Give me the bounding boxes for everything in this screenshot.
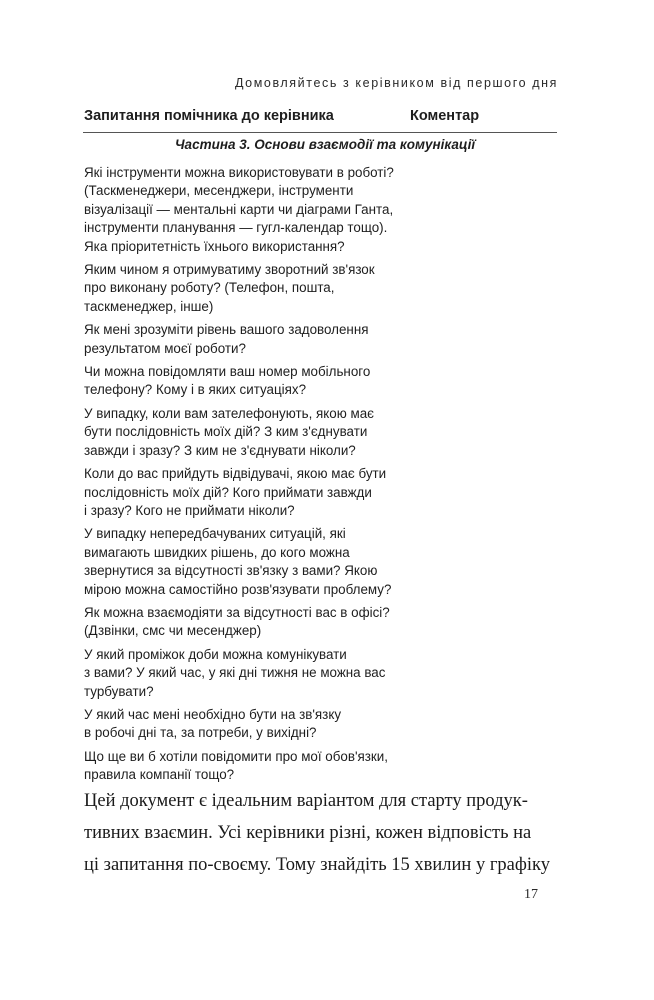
question-item [84,363,424,400]
body-paragraph [84,785,564,881]
question-line: результатом моєї роботи? [84,340,246,356]
question-line: У випадку непередбачуваних ситуацій, які [84,526,346,542]
question-item [84,646,424,701]
question-line: Коли до вас прийдуть відвідувачі, якою має бути [84,466,387,482]
question-line: правила компанії тощо? [84,767,235,783]
question-line: телефону? Кому і в яких ситуаціях? [84,382,307,398]
question-line: вимагають швидких рішень, до кого можна [84,544,350,560]
body-line: тивних взаємин. Усі керівники різні, кожен відповість на [84,823,532,843]
question-line: Як можна взаємодіяти за відсутності вас в офісі? [84,604,390,620]
question-line: таскменеджер, інше) [84,298,214,314]
question-item [84,405,424,460]
question-line: інструменти планування — гугл-календар тощо). [84,220,388,236]
section-title: Частина 3. Основи взаємодії та комунікації [175,137,476,152]
question-line: послідовність моїх дій? Кого приймати завжди [84,484,372,500]
question-line: Яким чином я отримуватиму зворотний зв'язок [84,262,375,278]
question-item [84,748,424,785]
question-line: Які інструменти можна використовувати в роботі? [84,165,394,180]
question-line: У який проміжок доби можна комунікувати [84,646,347,662]
question-line: з вами? У який час, у які дні тижня не можна вас [84,665,386,681]
question-line: (Дзвінки, смс чи месенджер) [84,623,262,639]
question-line: Що ще ви б хотіли повідомити про мої обов'язки, [84,748,388,764]
question-line: (Таскменеджери, месенджери, інструменти [84,183,354,199]
question-line: звернутися за відсутності зв'язку з вами? Якою [84,563,378,579]
question-line: мірою можна самостійно розв'язувати проблему? [84,581,392,597]
question-item [84,164,424,256]
question-line: і зразу? Кого не приймати ніколи? [84,502,295,518]
question-item [84,525,424,599]
question-line: в робочі дні та, за потреби, у вихідні? [84,725,317,741]
question-line: завжди і зразу? З ким не з'єднувати ніколи? [84,442,356,458]
question-item [84,465,424,520]
column-header-comment: Коментар [410,108,480,124]
question-line: У випадку, коли вам зателефонують, якою має [84,405,374,421]
table-header-row [83,108,557,133]
question-line: турбувати? [84,683,154,699]
question-item [84,321,424,358]
question-line: Як мені зрозуміти рівень вашого задоволення [84,322,369,338]
question-item [84,261,424,316]
question-list [84,164,424,790]
running-header: Домовляйтесь з керівником від першого дня [234,76,558,90]
body-line: ці запитання по-своєму. Тому знайдіть 15 хвилин у графіку [84,855,550,875]
question-line: про виконану роботу? (Телефон, пошта, [84,280,335,296]
column-header-question: Запитання помічника до керівника [84,108,334,124]
question-line: візуалізації — ментальні карти чи діаграми Ганта, [84,201,394,217]
question-line: Яка пріоритетність їхнього використання? [84,238,345,254]
question-line: бути послідовність моїх дій? З ким з'єднувати [84,424,368,440]
body-line: Цей документ є ідеальним варіантом для старту продук- [84,791,528,811]
question-line: Чи можна повідомляти ваш номер мобільного [84,364,371,380]
question-item [84,604,424,641]
question-item [84,706,424,743]
question-line: У який час мені необхідно бути на зв'язку [84,706,342,722]
page-number: 17 [524,887,538,902]
